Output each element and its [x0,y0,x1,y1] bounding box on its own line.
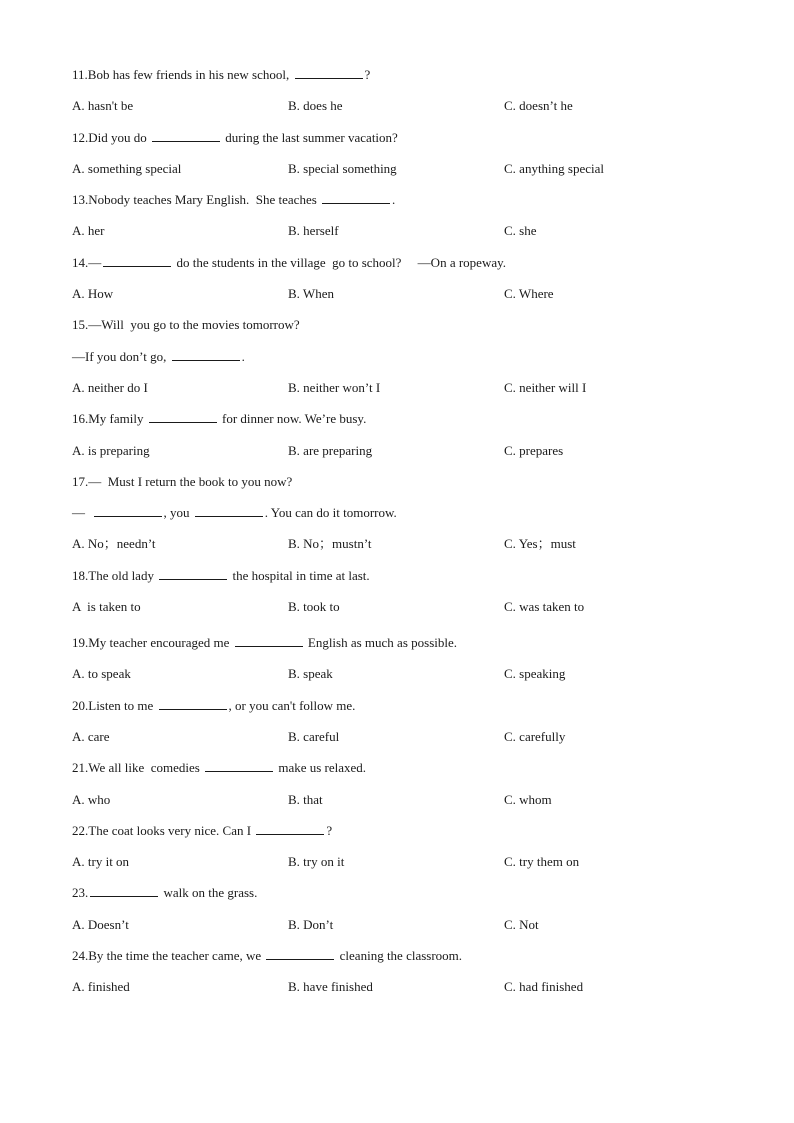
question-stem [72,66,370,84]
answer-blank [103,254,171,267]
question-number: 16. [72,411,89,427]
question-stem-text: during the last summer vacation? [222,129,398,145]
question-stem-text: — [72,505,92,521]
option-c[interactable]: C. prepares [504,442,564,458]
question-stem-text: The coat looks very nice. Can I [88,822,255,838]
question-stem-text: —Will you go to the movies tomorrow? [88,317,300,333]
question-stem-text: walk on the grass. [160,885,258,901]
question-stem-text: Bob has few friends in his new school, [87,67,293,82]
option-b[interactable]: B. No；mustn’t [288,536,372,552]
question-number: 24. [72,948,89,964]
question-stem [72,567,370,585]
question-stem-text: for dinner now. We’re busy. [218,411,367,427]
question-stem-text: the hospital in time at last. [229,567,370,583]
option-a[interactable]: A is taken to [72,599,141,615]
option-c[interactable]: C. speaking [504,666,566,682]
question-stem-text: Did you do [88,129,150,145]
question-stem-text: — Must I return the book to you now? [88,473,293,489]
option-c[interactable]: C. try them on [504,854,580,870]
question-stem [72,504,397,522]
answer-blank [266,947,334,960]
option-b[interactable]: B. have finished [288,979,373,995]
question-stem-text: My family [88,411,147,427]
answer-blank [159,697,227,710]
question-number: 17. [72,473,89,489]
question-stem-text: do the students in the village go to school? —On a ropeway. [173,254,507,270]
option-b[interactable]: B. does he [288,98,343,114]
question-stem-text: make us relaxed. [275,760,367,776]
option-a[interactable]: A. is preparing [72,442,150,458]
question-number: 23. [72,885,89,901]
question-stem [72,822,332,840]
question-stem-text: We all like comedies [88,760,204,776]
option-a[interactable]: A. something special [72,160,182,176]
option-c[interactable]: C. had finished [504,979,584,995]
question-number: 22. [72,822,89,838]
option-a[interactable]: A. How [72,286,114,302]
option-c[interactable]: C. carefully [504,728,566,744]
option-a[interactable]: A. hasn't be [72,98,134,114]
answer-blank [256,822,324,835]
question-stem-text: cleaning the classroom. [336,948,463,964]
question-stem-text: . [392,192,396,208]
option-b[interactable]: B. speak [288,666,333,682]
option-b[interactable]: B. took to [288,599,340,615]
option-c[interactable]: C. was taken to [504,599,585,615]
question-stem [72,254,506,272]
option-b[interactable]: B. herself [288,223,339,239]
answer-blank [322,191,390,204]
question-stem-text: My teacher encouraged me [88,635,233,651]
question-stem-text: . [241,348,245,364]
question-stem [72,947,462,965]
option-a[interactable]: A. neither do I [72,379,148,395]
question-stem [72,316,300,334]
question-number: 13. [72,192,89,208]
answer-blank [235,634,303,647]
question-stem [72,473,292,491]
answer-blank [159,567,227,580]
answer-blank [195,504,263,517]
question-number: 21. [72,760,89,776]
question-stem-text: Nobody teaches Mary English. She teaches [88,192,321,208]
question-stem [72,348,245,366]
option-a[interactable]: A. finished [72,979,130,995]
option-c[interactable]: C. anything special [504,160,605,176]
option-b[interactable]: B. careful [288,728,340,744]
answer-blank [172,348,240,361]
option-b[interactable]: B. are preparing [288,442,373,458]
option-b[interactable]: B. that [288,791,323,807]
option-c[interactable]: C. neither will I [504,379,587,395]
question-number: 20. [72,697,89,713]
question-stem [72,697,355,715]
option-b[interactable]: B. neither won’t I [288,379,381,395]
question-stem [72,191,395,209]
question-stem-text: Listen to me [88,697,157,713]
question-stem-text: English as much as possible. [304,635,458,651]
question-stem-text: By the time the teacher came, we [88,948,265,964]
question-stem-text: —If you don’t go, [72,348,170,364]
option-a[interactable]: A. care [72,728,110,744]
option-b[interactable]: B. Don’t [288,916,334,932]
question-stem-text: . You can do it tomorrow. [264,505,397,521]
question-stem [72,759,366,777]
exercise-sheet [72,66,732,1010]
option-a[interactable]: A. who [72,791,111,807]
option-c[interactable]: C. Not [504,916,539,932]
question-stem-text: ? [326,822,333,838]
option-a[interactable]: A. her [72,223,105,239]
question-number: 18. [72,567,89,583]
answer-blank [149,410,217,423]
answer-blank [205,759,273,772]
question-number: 19. [72,635,89,651]
option-c[interactable]: C. Yes；must [504,536,576,552]
question-stem-text: The old lady [88,567,158,583]
question-stem [72,884,257,902]
option-b[interactable]: B. special something [288,160,397,176]
option-c[interactable]: C. doesn’t he [504,98,573,114]
question-stem-text: , or you can't follow me. [228,697,356,713]
option-a[interactable]: A. try it on [72,854,130,870]
answer-blank [295,66,363,79]
question-number: 14. [72,254,89,270]
question-number: 12. [72,129,89,145]
question-number: 15. [72,317,89,333]
question-number: 11. [72,67,88,82]
option-c[interactable]: C. she [504,223,537,239]
answer-blank [90,884,158,897]
option-c[interactable]: C. whom [504,791,552,807]
question-stem-text: , you [163,505,193,521]
option-b[interactable]: B. When [288,286,334,302]
question-stem-text: — [88,254,102,270]
question-stem-text: ? [364,67,371,82]
question-stem [72,634,457,652]
option-a[interactable]: A. No；needn’t [72,536,156,552]
question-stem [72,129,398,147]
option-c[interactable]: C. Where [504,286,554,302]
answer-blank [94,504,162,517]
option-b[interactable]: B. try on it [288,854,345,870]
question-stem [72,410,366,428]
option-a[interactable]: A. to speak [72,666,131,682]
option-a[interactable]: A. Doesn’t [72,916,129,932]
answer-blank [152,129,220,142]
